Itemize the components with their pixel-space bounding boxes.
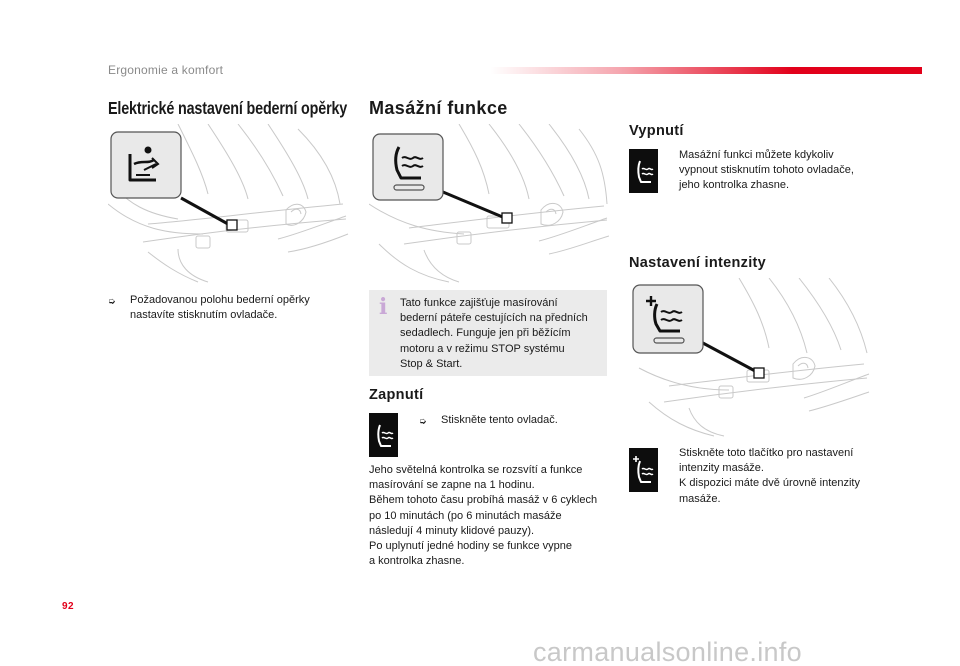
info-box	[369, 290, 607, 376]
intensity-seat-illustration	[629, 278, 871, 438]
on-bullet	[419, 413, 609, 429]
bullet-square-icon: ➭	[108, 296, 116, 306]
on-line-7: a kontrolka zhasne.	[369, 555, 465, 568]
off-line-2: vypnout stisknutím tohoto ovladače,	[679, 164, 854, 177]
intensity-line-2: intenzity masáže.	[679, 462, 764, 475]
on-bullet-text: Stiskněte tento ovladač.	[441, 414, 558, 426]
page-number: 92	[62, 601, 75, 612]
on-line-4: po 10 minutách (po 6 minutách masáže	[369, 509, 562, 522]
lumbar-line-2: nastavíte stisknutím ovladače.	[130, 309, 278, 322]
on-body	[369, 463, 614, 569]
lumbar-seat-illustration	[108, 124, 350, 284]
off-line-1: Masážní funkci můžete kdykoliv	[679, 149, 834, 161]
info-icon: i	[379, 294, 388, 320]
seat-massage-plus-icon	[629, 448, 658, 492]
on-line-1: Jeho světelná kontrolka se rozsvítí a funkce	[369, 464, 583, 476]
on-line-6: Po uplynutí jedné hodiny se funkce vypne	[369, 540, 573, 553]
chapter-title: Ergonomie a komfort	[108, 63, 224, 77]
on-line-2: masírování se zapne na 1 hodinu.	[369, 479, 535, 492]
on-line-5: následují 4 minuty klidové pauzy).	[369, 524, 535, 537]
bullet-square-icon: ➭	[419, 416, 427, 426]
intensity-body	[679, 446, 899, 507]
intensity-line-4: masáže.	[679, 492, 721, 505]
off-line-3: jeho kontrolka zhasne.	[679, 179, 790, 192]
massage-seat-illustration	[369, 124, 609, 284]
massage-on-icon[interactable]	[369, 413, 398, 457]
seat-massage-icon	[629, 149, 658, 193]
intensity-heading: Nastavení intenzity	[629, 255, 767, 271]
off-body	[679, 148, 899, 194]
info-line-1: Tato funkce zajišťuje masírování	[400, 297, 558, 309]
lumbar-support-icon[interactable]	[111, 132, 181, 198]
seat-massage-icon[interactable]	[373, 134, 443, 200]
intensity-line-3: K dispozici máte dvě úrovně intenzity	[679, 477, 860, 490]
massage-off-icon[interactable]	[629, 149, 658, 193]
info-line-2: bederní páteře cestujících na předních	[400, 312, 588, 325]
lumbar-bullet	[108, 293, 348, 323]
info-line-5: Stop & Start.	[400, 357, 463, 370]
lumbar-heading: Elektrické nastavení bederní opěrky	[108, 98, 348, 118]
info-line-3: sedadlech. Funguje jen při běžícím	[400, 327, 571, 340]
on-line-3: Během tohoto času probíhá masáž v 6 cyklech	[369, 494, 598, 507]
info-line-4: motoru a v režimu STOP systému	[400, 342, 565, 355]
info-text	[400, 296, 600, 372]
lumbar-line-1: Požadovanou polohu bederní opěrky	[130, 294, 310, 306]
seat-massage-icon	[369, 413, 398, 457]
seat-massage-plus-icon[interactable]	[633, 285, 703, 353]
chapter-accent-bar	[490, 67, 922, 74]
on-heading: Zapnutí	[369, 387, 424, 403]
massage-heading: Masážní funkce	[369, 98, 508, 118]
massage-intensity-icon[interactable]	[629, 448, 658, 492]
off-heading: Vypnutí	[629, 123, 684, 139]
intensity-line-1: Stiskněte toto tlačítko pro nastavení	[679, 447, 854, 459]
watermark: carmanualsonline.info	[533, 637, 802, 666]
